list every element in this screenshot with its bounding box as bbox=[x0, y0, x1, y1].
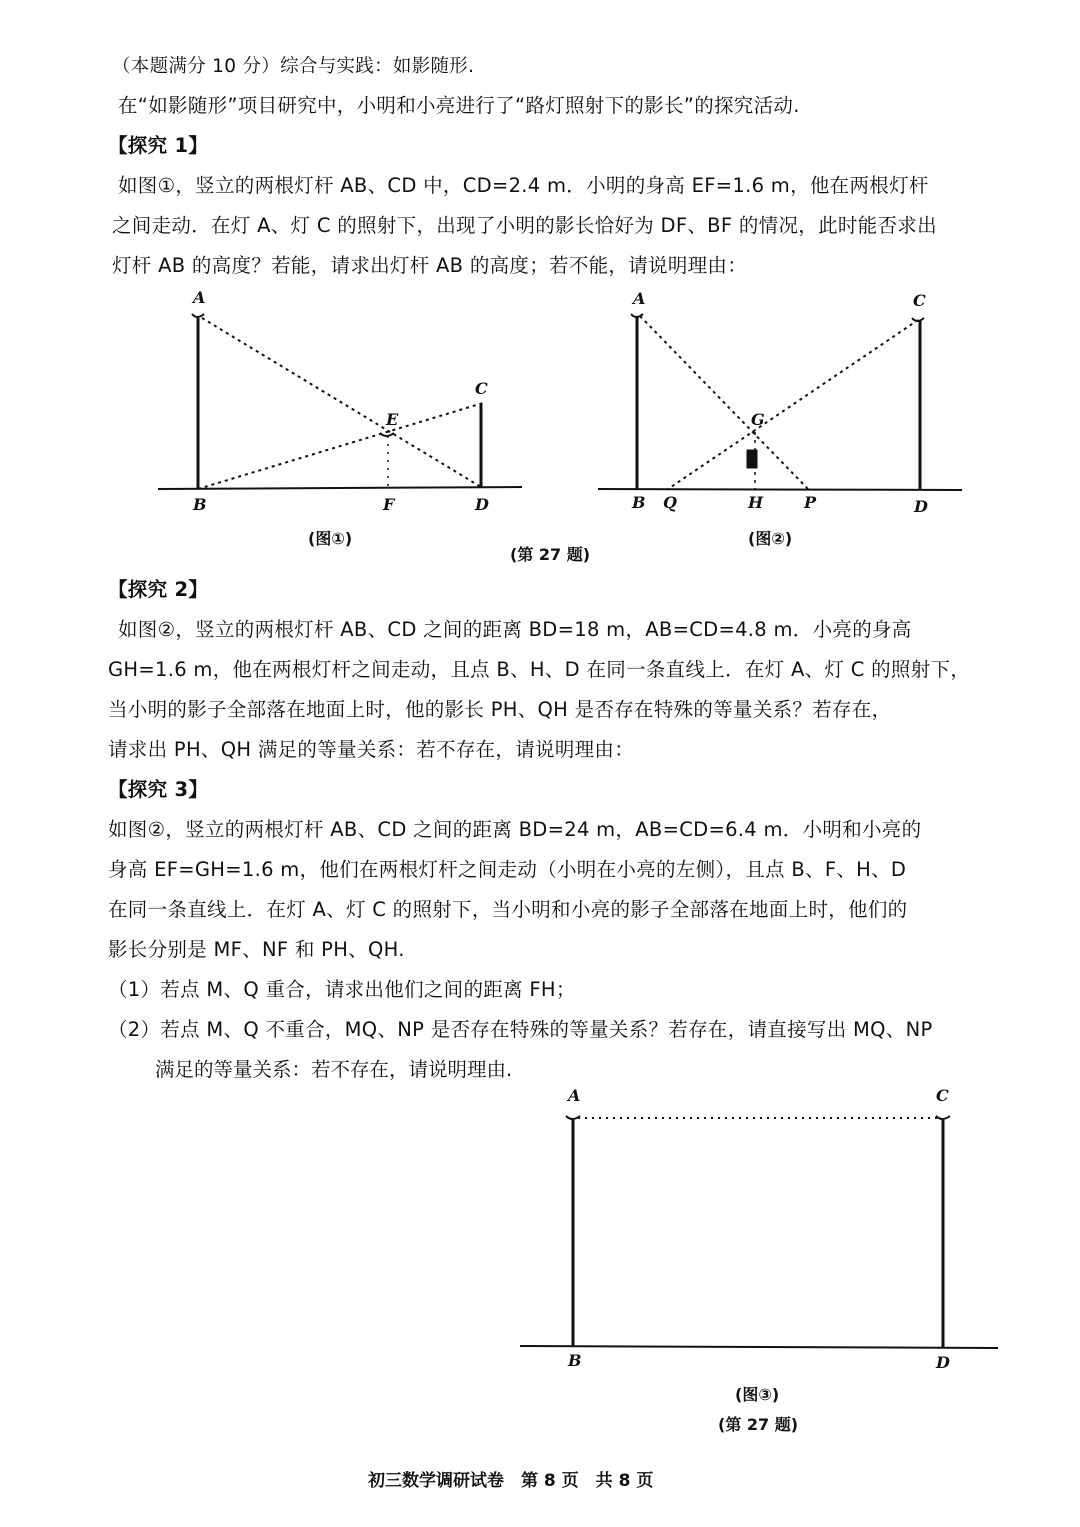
explore3-line-4: 影长分别是 MF、NF 和 PH、QH. bbox=[108, 938, 405, 961]
fig1-label-c: C bbox=[475, 379, 488, 398]
explore2-line-1: 如图②，竖立的两根灯杆 AB、CD 之间的距离 BD=18 m，AB=CD=4.8 m．小亮的身高 bbox=[118, 618, 912, 641]
explore3-heading: 【探究 3】 bbox=[108, 778, 209, 801]
fig3-label-b: B bbox=[568, 1351, 582, 1370]
figure-2-labels bbox=[631, 289, 928, 516]
fig2-label-q: Q bbox=[663, 493, 677, 512]
figure-3 bbox=[520, 1116, 998, 1348]
explore1-heading: 【探究 1】 bbox=[108, 134, 209, 157]
fig1-label-b: B bbox=[193, 495, 207, 514]
explore3-question-2-line-1: （2）若点 M、Q 不重合，MQ、NP 是否存在特殊的等量关系？若存在，请直接写出 MQ、NP bbox=[108, 1018, 933, 1041]
fig2-ray-c-q bbox=[668, 320, 918, 489]
explore2-line-3: 当小明的影子全部落在地面上时，他的影长 PH、QH 是否存在特殊的等量关系？若存在， bbox=[108, 698, 892, 721]
fig1-label-e: E bbox=[386, 410, 399, 429]
explore1-line-1: 如图①，竖立的两根灯杆 AB、CD 中，CD=2.4 m．小明的身高 EF=1.6 m，他在两根灯杆 bbox=[118, 174, 929, 197]
fig1-ray-a-d bbox=[202, 318, 481, 487]
fig2-lamp-c-icon bbox=[912, 318, 924, 321]
figure-2 bbox=[598, 314, 962, 490]
question-caption-2: (第 27 题) bbox=[718, 1415, 799, 1434]
fig2-caption: (图②) bbox=[748, 529, 793, 548]
fig2-label-g: G bbox=[751, 410, 765, 429]
page-footer: 初三数学调研试卷 第 8 页 共 8 页 bbox=[368, 1471, 654, 1491]
fig3-lamp-a-icon bbox=[566, 1116, 580, 1119]
explore1-line-3: 灯杆 AB 的高度？若能，请求出灯杆 AB 的高度；若不能，请说明理由： bbox=[112, 254, 748, 277]
explore3-question-1: （1）若点 M、Q 重合，请求出他们之间的距离 FH； bbox=[108, 978, 576, 1001]
explore3-line-1: 如图②，竖立的两根灯杆 AB、CD 之间的距离 BD=24 m，AB=CD=6.4 m．小明和小亮的 bbox=[108, 818, 922, 841]
explore1-line-2: 之间走动．在灯 A、灯 C 的照射下，出现了小明的影长恰好为 DF、BF 的情况，此时能否求出 bbox=[112, 214, 937, 237]
fig1-label-a: A bbox=[193, 288, 206, 307]
fig3-label-d: D bbox=[936, 1353, 950, 1372]
explore3-line-2: 身高 EF=GH=1.6 m，他们在两根灯杆之间走动（小明在小亮的左侧），且点 B、F、H、D bbox=[108, 858, 907, 881]
explore3-question-2-line-2: 满足的等量关系：若不存在，请说明理由. bbox=[155, 1058, 513, 1081]
fig3-caption: (图③) bbox=[735, 1385, 780, 1404]
question-title: （本题满分 10 分）综合与实践：如影随形. bbox=[112, 56, 475, 77]
fig1-person-head-icon bbox=[380, 433, 394, 436]
explore2-line-4: 请求出 PH、QH 满足的等量关系：若不存在，请说明理由： bbox=[108, 738, 635, 761]
fig2-label-a: A bbox=[633, 289, 646, 308]
fig1-lamp-a-icon bbox=[192, 314, 204, 317]
fig1-ground-line bbox=[158, 487, 522, 489]
fig1-ray-b-c bbox=[198, 403, 483, 489]
fig2-label-p: P bbox=[804, 493, 817, 512]
fig2-label-d: D bbox=[914, 497, 928, 516]
figure-1 bbox=[158, 314, 522, 489]
fig2-person-body-icon bbox=[747, 450, 757, 468]
fig2-label-h: H bbox=[748, 493, 764, 512]
intro-text: 在“如影随形”项目研究中，小明和小亮进行了“路灯照射下的影长”的探究活动. bbox=[118, 94, 800, 117]
fig2-label-b: B bbox=[632, 493, 646, 512]
fig2-ray-a-p bbox=[640, 316, 808, 489]
explore2-line-2: GH=1.6 m，他在两根灯杆之间走动，且点 B、H、D 在同一条直线上．在灯 A、灯 C 的照射下， bbox=[108, 658, 971, 681]
fig3-label-c: C bbox=[936, 1086, 949, 1105]
fig1-label-d: D bbox=[475, 495, 489, 514]
fig3-label-a: A bbox=[568, 1086, 581, 1105]
explore3-line-3: 在同一条直线上．在灯 A、灯 C 的照射下，当小明和小亮的影子全部落在地面上时，他们的 bbox=[108, 898, 908, 921]
explore2-heading: 【探究 2】 bbox=[108, 578, 209, 601]
fig3-ground-line bbox=[520, 1346, 998, 1348]
fig2-label-c: C bbox=[913, 291, 926, 310]
fig3-lamp-c-icon bbox=[936, 1116, 950, 1119]
fig2-ground-line bbox=[598, 489, 962, 490]
figure-3-labels bbox=[566, 1086, 950, 1372]
fig1-label-f: F bbox=[383, 495, 395, 514]
fig1-caption: (图①) bbox=[308, 529, 353, 548]
question-caption: (第 27 题) bbox=[510, 545, 591, 564]
